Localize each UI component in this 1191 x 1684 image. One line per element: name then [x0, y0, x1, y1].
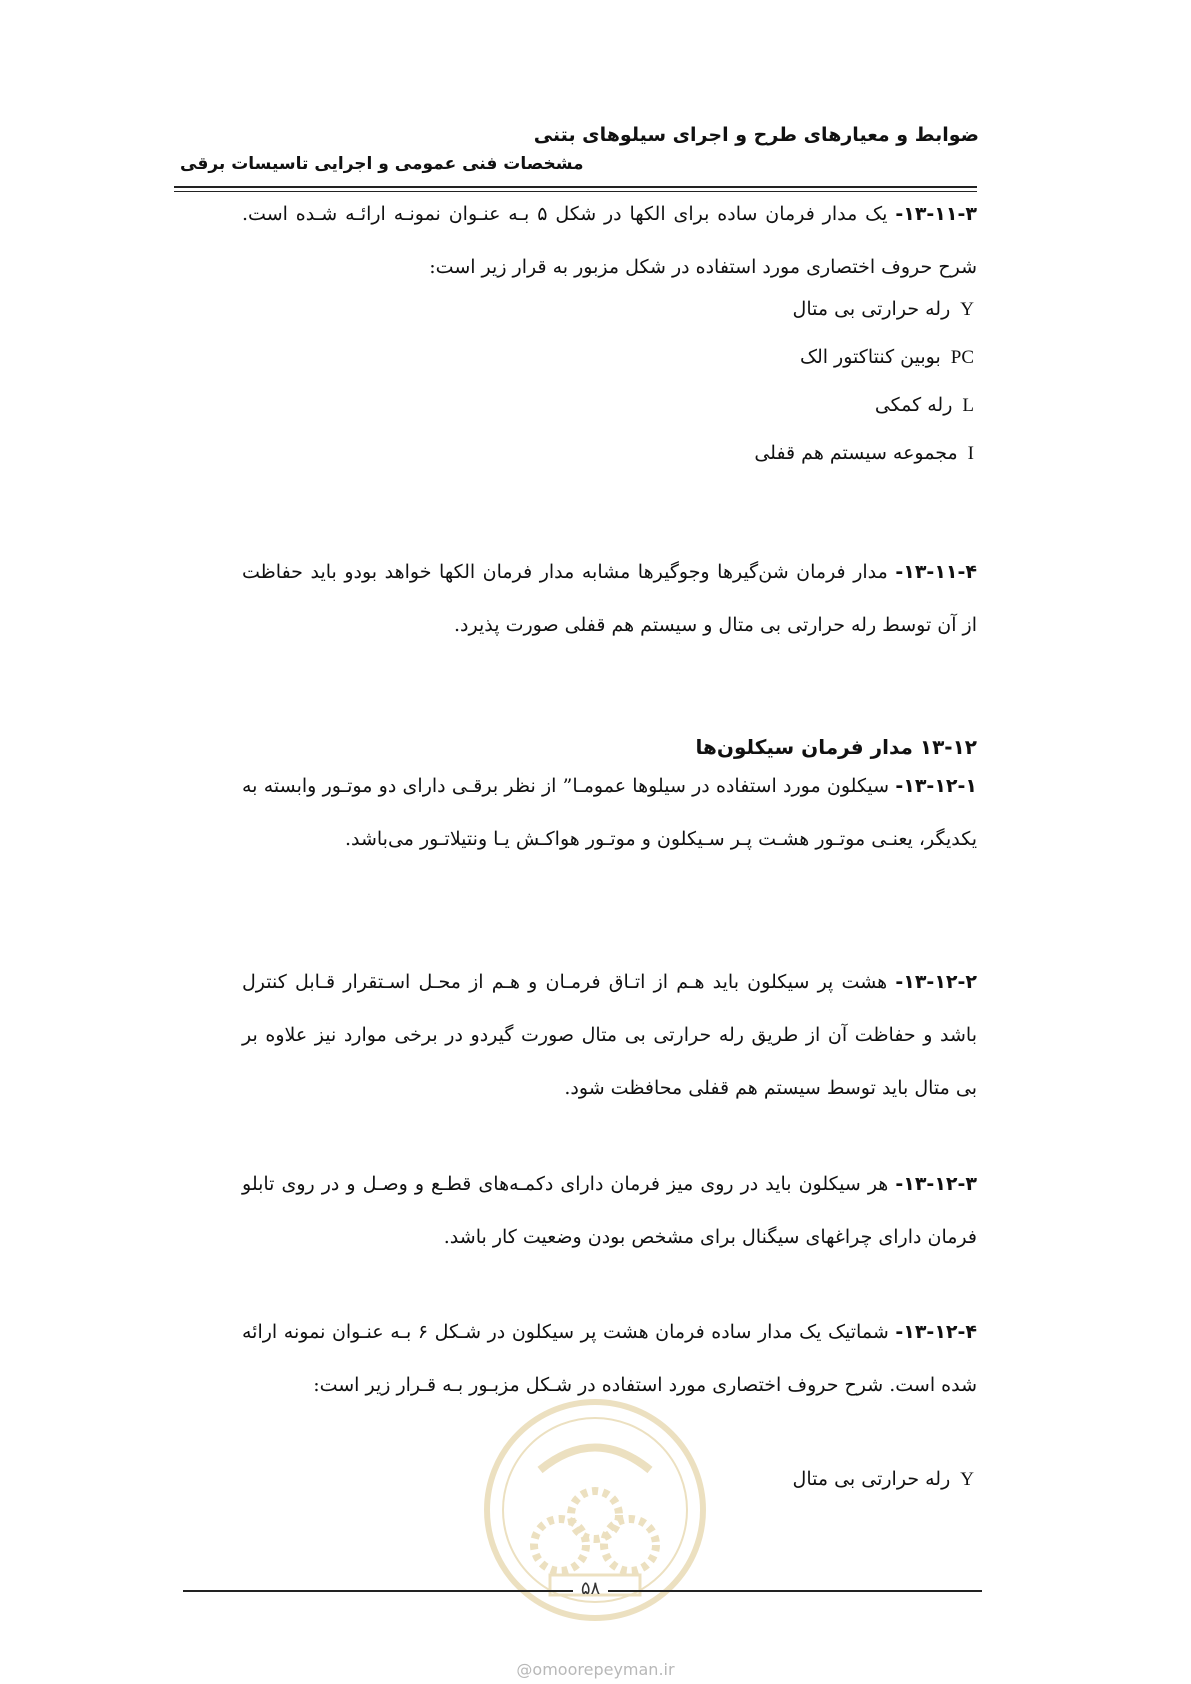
legend-symbol: L: [962, 395, 974, 416]
paragraph-text: سیکلون مورد استفاده در سیلوها عمومـا” از نظر برقـی دارای دو موتـور وابسته به یکدیگر، یعنـی موتـور هشـت پـر سـیکلون و موتـور هواکـش یـا ونتیلاتـور می‌باشد.: [242, 775, 977, 850]
running-header-subtitle: مشخصات فنی عمومی و اجرایی تاسیسات برقی: [180, 154, 584, 174]
legend-desc: رله حرارتی بی متال: [792, 1468, 951, 1490]
paragraph-number: ۱۳-۱۲-۴-: [895, 1321, 977, 1343]
paragraph-number: ۱۳-۱۲-۳-: [895, 1173, 977, 1195]
legend-symbol: Y: [960, 299, 974, 320]
paragraph-number: ۱۳-۱۱-۴-: [895, 561, 977, 583]
section-heading: ۱۳-۱۲ مدار فرمان سیکلون‌ها: [695, 735, 977, 759]
footer-rule-right: [608, 1590, 982, 1592]
paragraph-text: یک مدار فرمان ساده برای الکها در شکل ۵ بـه عنـوان نمونـه ارائـه شـده است. شرح حروف اختصاری مورد استفاده در شکل مزبور به قرار زیر است:: [242, 203, 977, 278]
paragraph-13-11-3: [242, 188, 977, 294]
legend-symbol: PC: [950, 347, 974, 368]
paragraph-text: هشت پر سیکلون باید هـم از اتـاق فرمـان و هـم از محـل اسـتقرار قـابل کنترل باشد و حفاظت آن از طریق رله حرارتی بی متال صورت گیردو در برخی موارد نیز علاوه بر بی متال باید توسط سیستم هم قفلی محافظت شود.: [242, 971, 977, 1099]
legend-desc: رله کمکی: [874, 394, 953, 416]
paragraph-number: ۱۳-۱۱-۳-: [895, 203, 977, 225]
paragraph-13-12-3: [242, 1158, 977, 1264]
paragraph-text: هر سیکلون باید در روی میز فرمان دارای دکمـه‌های قطـع و وصـل و در روی تابلو فرمان دارای چراغهای سیگنال برای مشخص بودن وضعیت کار باشد.: [242, 1173, 977, 1248]
legend-item: [793, 1468, 974, 1491]
paragraph-number: ۱۳-۱۲-۱-: [895, 775, 977, 797]
paragraph-text: مدار فرمان شن‌گیرها وجوگیرها مشابه مدار فرمان الکها خواهد بودو باید حفاظت از آن توسط رله حرارتی بی متال و سیستم هم قفلی صورت پذیرد.: [242, 561, 977, 636]
footer-rule-left: [183, 1590, 573, 1592]
watermark-url: @omoorepeyman.ir: [516, 1660, 675, 1679]
legend-item: [875, 394, 974, 417]
legend-item: [800, 346, 974, 369]
legend-desc: بوبین کنتاکتور الک: [799, 346, 941, 368]
paragraph-13-11-4: [242, 546, 977, 652]
legend-item: [793, 298, 974, 321]
paragraph-number: ۱۳-۱۲-۲-: [895, 971, 977, 993]
paragraph-text: شماتیک یک مدار ساده فرمان هشت پر سیکلون در شـکل ۶ بـه عنـوان نمونه ارائه شده است. شرح حروف اختصاری مورد استفاده در شـکل مزبـور بـه قـرار زیر است:: [242, 1321, 977, 1396]
page-number: ۵۸: [580, 1578, 601, 1599]
running-header-title: ضوابط و معیارهای طرح و اجرای سیلوهای بتنی: [533, 124, 979, 146]
legend-desc: رله حرارتی بی متال: [792, 298, 951, 320]
legend-symbol: Y: [960, 1469, 974, 1490]
legend-desc: مجموعه سیستم هم قفلی: [754, 442, 958, 464]
legend-item: [754, 442, 974, 465]
legend-symbol: I: [967, 443, 974, 464]
paragraph-13-12-1: [242, 760, 977, 866]
paragraph-13-12-2: [242, 956, 977, 1115]
